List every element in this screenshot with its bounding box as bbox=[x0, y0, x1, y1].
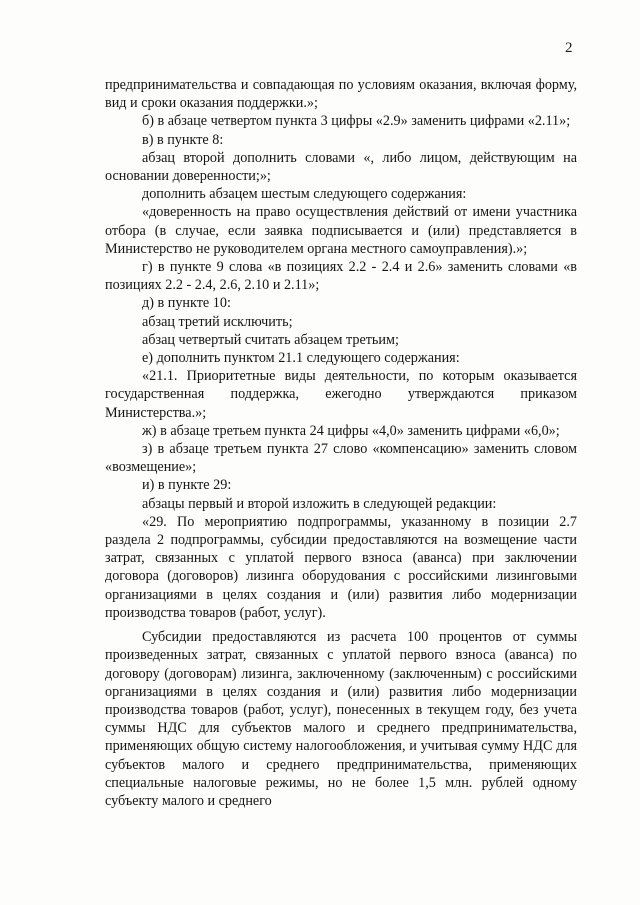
paragraph-b: б) в абзаце четвертом пункта 3 цифры «2.9» заменить цифрами «2.11»; bbox=[142, 113, 571, 130]
page-number: 2 bbox=[565, 40, 573, 56]
paragraph-29-quote: «29. По мероприятию подпрограммы, указанному в позиции 2.7 раздела 2 подпрограммы, субсидии предоставляются на возмещение части затрат, связанных с уплатой первого взноса (аванса) при заключении договора (договоров) лизинга оборудования с российскими лизинговыми организациями в целях создания и (или) развития либо модернизации производства товаров (работ, услуг). bbox=[105, 513, 577, 621]
paragraph-e: е) дополнить пунктом 21.1 следующего содержания: bbox=[142, 350, 460, 367]
paragraph-zh: ж) в абзаце третьем пункта 24 цифры «4,0» заменить цифрами «6,0»; bbox=[142, 422, 560, 439]
paragraph-d-sub1: абзац третий исключить; bbox=[142, 313, 293, 330]
paragraph-i-sub1: абзацы первый и второй изложить в следующей редакции: bbox=[142, 495, 497, 512]
paragraph-d-sub2: абзац четвертый считать абзацем третьим; bbox=[142, 331, 399, 348]
paragraph-i: и) в пункте 29: bbox=[142, 477, 232, 494]
paragraph-v-sub2: дополнить абзацем шестым следующего содержания: bbox=[142, 186, 467, 203]
paragraph-d: д) в пункте 10: bbox=[142, 295, 231, 312]
paragraph-z: з) в абзаце третьем пункта 27 слово «компенсацию» заменить словом «возмещение»; bbox=[105, 441, 577, 476]
paragraph-v-quote: «доверенность на право осуществления действий от имени участника отбора (в случае, если заявка подписывается и (или) представляется в Министерство не руководителем органа местного самоуправления).»; bbox=[105, 204, 577, 257]
paragraph-v: в) в пункте 8: bbox=[142, 131, 224, 148]
paragraph-e-quote: «21.1. Приоритетные виды деятельности, по которым оказывается государственная поддержка, ежегодно утверждаются приказом Министерства.»; bbox=[105, 368, 577, 421]
document-body bbox=[105, 76, 577, 810]
paragraph-v-sub1: абзац второй дополнить словами «, либо лицом, действующим на основании доверенности;»; bbox=[105, 149, 577, 185]
paragraph-continuation: предпринимательства и совпадающая по условиям оказания, включая форму, вид и сроки оказания поддержки.»; bbox=[105, 77, 577, 112]
paragraph-g: г) в пункте 9 слова «в позициях 2.2 - 2.4 и 2.6» заменить словами «в позициях 2.2 - 2.4, 2.6, 2.10 и 2.11»; bbox=[105, 259, 577, 294]
paragraph-subsidies: Субсидии предоставляются из расчета 100 процентов от суммы произведенных затрат, связанных с уплатой первого взноса (аванса) по договору (договорам) лизинга, заключенному (заключенным) с российскими организациями в целях создания и (или) развития либо модернизации производства товаров (работ, услуг), понесенных в текущем году, без учета суммы НДС для субъектов малого и среднего предпринимательства, применяющих общую систему налогообложения, и учитывая сумму НДС для субъектов малого и среднего предпринимательства, применяющих специальные налоговые режимы, но не более 1,5 млн. рублей одному субъекту малого и среднего bbox=[105, 629, 577, 809]
